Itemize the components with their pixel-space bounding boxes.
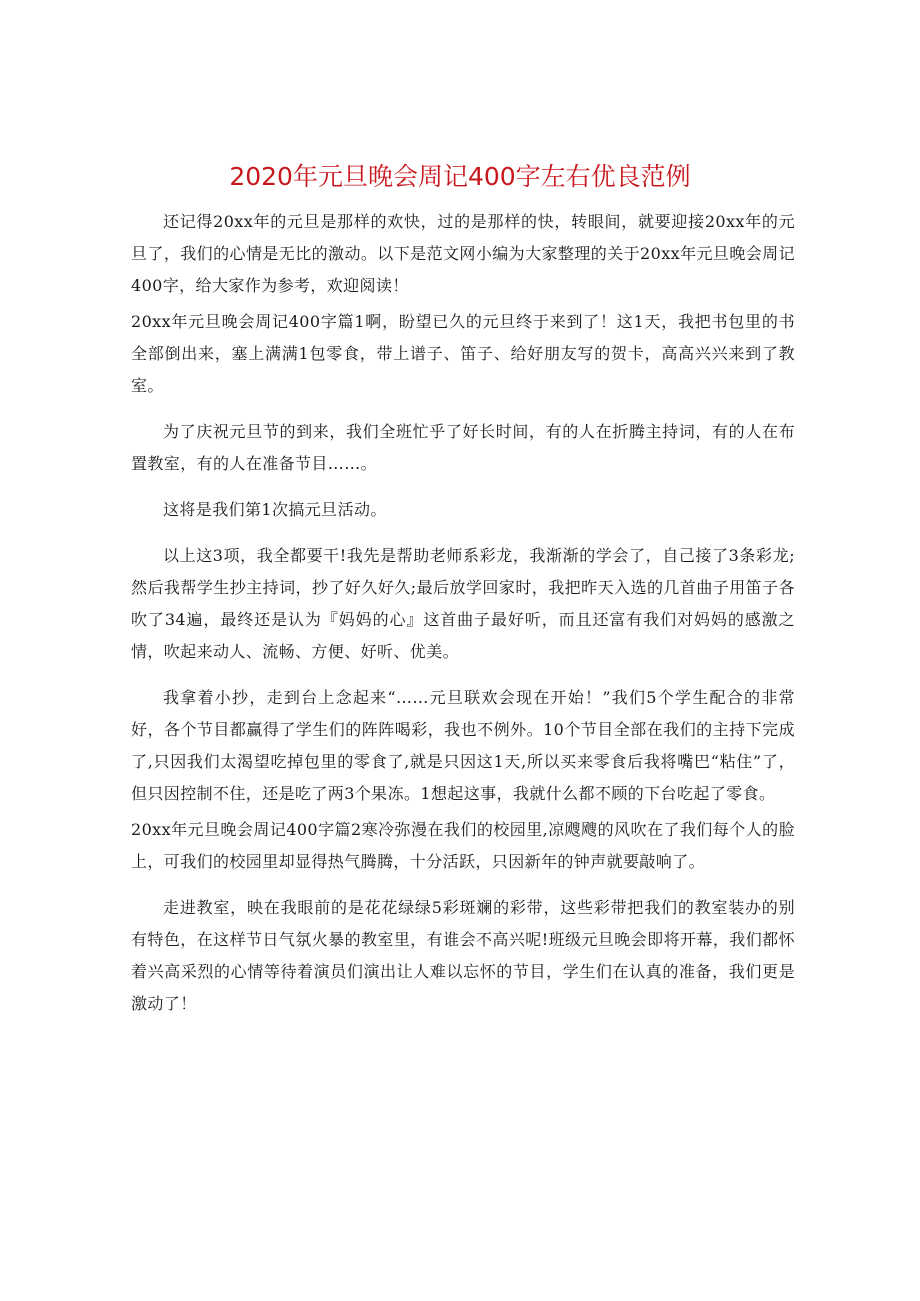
paragraph-three-tasks: 以上这3项，我全都要干!我先是帮助老师系彩龙，我渐渐的学会了，自己接了3条彩龙;然后我帮学生抄主持词，抄了好久好久;最后放学回家时，我把昨天入选的几首曲子用笛子各吹了34遍，最终还是认为『妈妈的心』这首曲子最好听，而且还富有我们对妈妈的感激之情，吹起来动人、流畅、方便、好听、优美。 [131,546,795,661]
paragraph-hosting: 我拿着小抄，走到台上念起来“……元旦联欢会现在开始！”我们5个学生配合的非常好，各个节目都赢得了学生们的阵阵喝彩，我也不例外。10个节目全部在我们的主持下完成了,只因我们太渴望吃掉包里的零食了,就是只因这1天,所以买来零食后我将嘴巴“粘住”了，但只因控制不住，还是吃了两3个果冻。1想起这事，我就什么都不顾的下台吃起了零食。 [131,688,795,803]
paragraph-first-activity: 这将是我们第1次搞元旦活动。 [163,500,387,519]
paragraph-part1-opening: 20xx年元旦晚会周记400字篇1啊，盼望已久的元旦终于来到了！这1天，我把书包里的书全部倒出来，塞上满满1包零食，带上谱子、笛子、给好朋友写的贺卡，高高兴兴来到了教室。 [131,312,795,395]
document-body [131,206,795,1034]
paragraph-part2-opening: 20xx年元旦晚会周记400字篇2寒冷弥漫在我们的校园里,凉飕飕的风吹在了我们每个人的脸上，可我们的校园里却显得热气腾腾，十分活跃，只因新年的钟声就要敲响了。 [131,820,795,871]
document-title: 2020年元旦晚会周记400字左右优良范例 [229,162,691,191]
paragraph-classroom: 走进教室，映在我眼前的是花花绿绿5彩斑斓的彩带，这些彩带把我们的教室装办的别有特色，在这样节日气氛火暴的教室里，有谁会不高兴呢!班级元旦晚会即将开幕，我们都怀着兴高采烈的心情等待着演员们演出让人难以忘怀的节目，学生们在认真的准备，我们更是激动了！ [131,898,795,1013]
paragraph-preparation: 为了庆祝元旦节的到来，我们全班忙乎了好长时间，有的人在折腾主持词，有的人在布置教室，有的人在准备节目……。 [131,422,795,473]
paragraph-intro: 还记得20xx年的元旦是那样的欢快，过的是那样的快，转眼间，就要迎接20xx年的元旦了，我们的心情是无比的激动。以下是范文网小编为大家整理的关于20xx年元旦晚会周记400字，给大家作为参考，欢迎阅读！ [131,212,795,295]
